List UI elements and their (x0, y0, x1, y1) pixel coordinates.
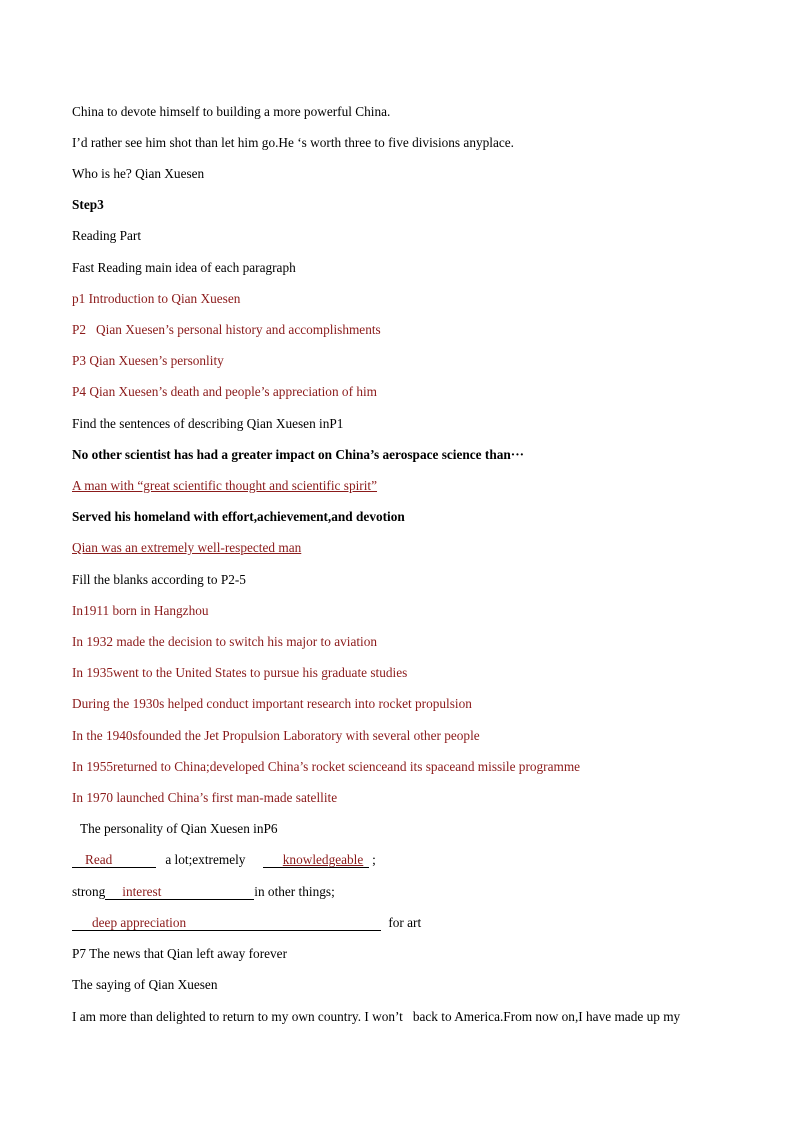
blank-answer: Read (85, 852, 113, 867)
bold-line: Served his homeland with effort,achievement,and devotion (72, 509, 405, 524)
answer-line: p1 Introduction to Qian Xuesen (72, 291, 241, 306)
text-line: China to devote himself to building a more powerful China. (72, 104, 391, 119)
blank-answer: interest (122, 884, 162, 899)
answer-line: In1911 born in Hangzhou (72, 603, 209, 618)
text-line: Fast Reading main idea of each paragraph (72, 260, 296, 275)
answer-blank (105, 885, 254, 900)
text-line: Who is he? Qian Xuesen (72, 166, 205, 181)
text-line: The personality of Qian Xuesen inP6 (80, 821, 278, 836)
blank-text: for art (388, 915, 422, 930)
blank-row (72, 915, 421, 931)
text-line: P7 The news that Qian left away forever (72, 946, 288, 961)
blank-text: ; (372, 852, 376, 867)
answer-blank (72, 916, 381, 931)
answer-line: A man with “great scientific thought and scientific spirit” (72, 478, 378, 493)
answer-line: In 1935went to the United States to pursue his graduate studies (72, 665, 408, 680)
text-line: Find the sentences of describing Qian Xuesen inP1 (72, 416, 344, 431)
answer-line: P3 Qian Xuesen’s personlity (72, 353, 224, 368)
blank-text: a lot;extremely (165, 852, 246, 867)
answer-line: In 1955returned to China;developed China’s rocket scienceand its spaceand missile programme (72, 759, 581, 774)
text-line: I’d rather see him shot than let him go.He ‘s worth three to five divisions anyplace. (72, 135, 515, 150)
answer-line: P4 Qian Xuesen’s death and people’s appreciation of him (72, 384, 378, 399)
bold-line: No other scientist has had a greater impact on China’s aerospace science than··· (72, 447, 525, 462)
answer-blank (72, 853, 156, 868)
text-line: Reading Part (72, 228, 142, 243)
answer-line: During the 1930s helped conduct important research into rocket propulsion (72, 696, 472, 711)
answer-blank (263, 853, 369, 868)
text-line: Fill the blanks according to P2-5 (72, 572, 246, 587)
section-heading: Step3 (72, 197, 104, 212)
blank-answer: deep appreciation (92, 915, 187, 930)
answer-line: In 1970 launched China’s first man-made satellite (72, 790, 338, 805)
blank-row (72, 852, 376, 868)
answer-line: In 1932 made the decision to switch his major to aviation (72, 634, 378, 649)
blank-text: in other things; (254, 884, 335, 899)
answer-line: In the 1940sfounded the Jet Propulsion Laboratory with several other people (72, 728, 480, 743)
text-line: The saying of Qian Xuesen (72, 977, 218, 992)
answer-line: Qian was an extremely well-respected man (72, 540, 302, 555)
answer-line: P2 Qian Xuesen’s personal history and accomplishments (72, 322, 381, 337)
blank-text: strong (72, 884, 106, 899)
blank-answer: knowledgeable (282, 852, 364, 867)
blank-row (72, 884, 335, 900)
text-line: I am more than delighted to return to my own country. I won’t back to America.From now on,I have made up my (72, 1009, 681, 1024)
